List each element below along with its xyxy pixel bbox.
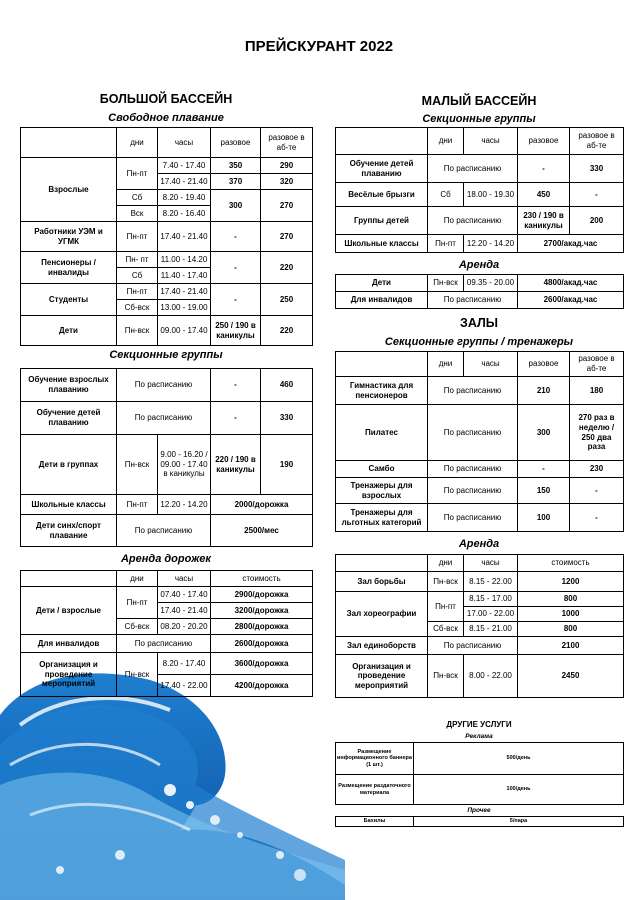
table-row: Работники УЭМ и УГМК Пн-пт 17.40 - 21.40 - 270 [21,222,313,252]
table-row: Группы детей По расписанию 230 / 190 в каникулы 200 [336,207,624,235]
table-row: Студенты Пн-пт 17.40 - 21.40 - 250 [21,284,313,300]
table-row: Зал борьбы Пн-вск 8.15 - 22.00 1200 [336,572,624,592]
table-row: Школьные классы Пн-пт 12.20 - 14.20 2700/акад.час [336,235,624,253]
other-services-title: ДРУГИЕ УСЛУГИ [446,720,512,729]
table-row: Тренажеры для льготных категорий По расписанию 100 - [336,504,624,532]
table-row: Размещение информационного баннера (1 шт.) 500/день [336,743,624,775]
lane-rent-table: дни часы стоимость Дети / взрослые Пн-пт 07.40 - 17.40 2900/дорожка 17.40 - 21.40 3200/дорожка Сб-вск 08.20 - 20.20 2800/дорожка Для инвалидов По расписанию 2600/дорожка Организация и проведение мероприятий Пн-вск 8.20 - 17.40 3600/дорожка 17.40 - 22.00 4200/дорожка [20,570,313,697]
table-row: Обучение детей плаванию По расписанию - 330 [21,402,313,435]
halls-title: ЗАЛЫ [459,316,499,330]
ads-table [335,742,624,805]
table-row: Организация и проведение мероприятий Пн-вск 8.00 - 22.00 2450 [336,655,624,698]
table-row: Обучение взрослых плаванию По расписанию - 460 [21,369,313,402]
col-single: разовое [211,128,261,158]
table-row: Дети синх/спорт плавание По расписанию 2500/мес [21,515,313,547]
ads-subtitle: Реклама [465,733,493,740]
small-rent-subtitle: Аренда [458,259,500,271]
big-sections-subtitle: Секционные группы [109,349,223,361]
misc-subtitle: Прочее [467,807,491,814]
table-row: Дети / взрослые Пн-пт 07.40 - 17.40 2900/дорожка [21,587,313,603]
free-swim-subtitle: Свободное плавание [108,112,224,124]
table-row: Школьные классы Пн-пт 12.20 - 14.20 2000/дорожка [21,495,313,515]
col-days: дни [117,128,158,158]
halls-sections-subtitle: Секционные группы / тренажеры [384,336,574,348]
table-row: Для инвалидов По расписанию 2600/акад.час [336,292,624,309]
table-row: Тренажеры для взрослых По расписанию 150 - [336,478,624,504]
table-row: Самбо По расписанию - 230 [336,461,624,478]
table-row: Зал хореографии Пн-пт 8.15 - 17.00 800 [336,592,624,607]
big-pool-title: БОЛЬШОЙ БАССЕЙН [99,92,233,106]
small-rent-table [335,274,624,309]
table-row: Гимнастика для пенсионеров По расписанию 210 180 [336,377,624,405]
table-row: Весёлые брызги Сб 18.00 - 19.30 450 - [336,183,624,207]
misc-table [335,816,624,827]
free-swim-table: дни часы разовое разовое в аб-те Взрослые Пн-пт 7.40 - 17.40 350 290 17.40 - 21.40 370 320 Сб 8.20 - 19.40 300 270 Вск 8.20 - 16.40 Работники УЭМ и УГМК Пн-пт 17.40 - 21.40 - 270 Пенсионеры / инвалиды Пн- пт 11.00 - 14.20 - 220 Сб 11.40 - 17.40 Студенты Пн-пт 17.40 - 21.40 - 250 Сб-вск 13.00 - 19.00 Дети Пн-вск 09.00 - 17.40 250 / 190 в каникулы 220 [20,127,313,346]
col-subscription: разовое в аб-те [261,128,313,158]
table-row: Дети в группах Пн-вск 9.00 - 16.20 / 09.00 - 17.40 в каникулы 220 / 190 в каникулы 190 [21,435,313,495]
table-row: Дети Пн-вск 09.00 - 17.40 250 / 190 в каникулы 220 [21,316,313,346]
table-row: Дети Пн-вск 09.35 - 20.00 4800/акад.час [336,275,624,292]
small-pool-title: МАЛЫЙ БАССЕЙН [421,94,537,108]
table-row: Зал единоборств По расписанию 2100 [336,637,624,655]
table-row: Организация и проведение мероприятий Пн-вск 8.20 - 17.40 3600/дорожка [21,653,313,675]
table-row: Пилатес По расписанию 300 270 раз в неделю / 250 два раза [336,405,624,461]
small-sections-subtitle: Секционные группы [422,113,536,125]
col-hours: часы [158,128,211,158]
table-row: Бахилы 5/пара [336,817,624,827]
halls-sections-table: дни часы разовое разовое в аб-те Гимнастика для пенсионеров По расписанию 210 180 Пилатес По расписанию 300 270 раз в неделю / 250 два раза Самбо По расписанию - 230 Тренажеры для взрослых По расписанию 150 - Тренажеры для льготных категорий По расписанию 100 - [335,351,624,532]
table-row: Взрослые Пн-пт 7.40 - 17.40 350 290 [21,158,313,174]
table-row: Размещение раздаточного материала 100/день [336,775,624,805]
lane-rent-subtitle: Аренда дорожек [120,553,211,565]
halls-rent-subtitle: Аренда [458,538,500,550]
small-sections-table: дни часы разовое разовое в аб-те Обучение детей плаванию По расписанию - 330 Весёлые брызги Сб 18.00 - 19.30 450 - Группы детей По расписанию 230 / 190 в каникулы 200 Школьные классы Пн-пт 12.20 - 14.20 2700/акад.час [335,127,624,253]
big-sections-table [20,368,313,547]
page-title: ПРЕЙСКУРАНТ 2022 [244,38,394,55]
table-row: Для инвалидов По расписанию 2600/дорожка [21,635,313,653]
halls-rent-table: дни часы стоимость Зал борьбы Пн-вск 8.15 - 22.00 1200 Зал хореографии Пн-пт 8.15 - 17.00 800 17.00 - 22.00 1000 Сб-вск 8.15 - 21.00 800 Зал единоборств По расписанию 2100 Организация и проведение мероприятий Пн-вск 8.00 - 22.00 2450 [335,554,624,698]
table-row: Обучение детей плаванию По расписанию - 330 [336,155,624,183]
table-row: Пенсионеры / инвалиды Пн- пт 11.00 - 14.20 - 220 [21,252,313,268]
